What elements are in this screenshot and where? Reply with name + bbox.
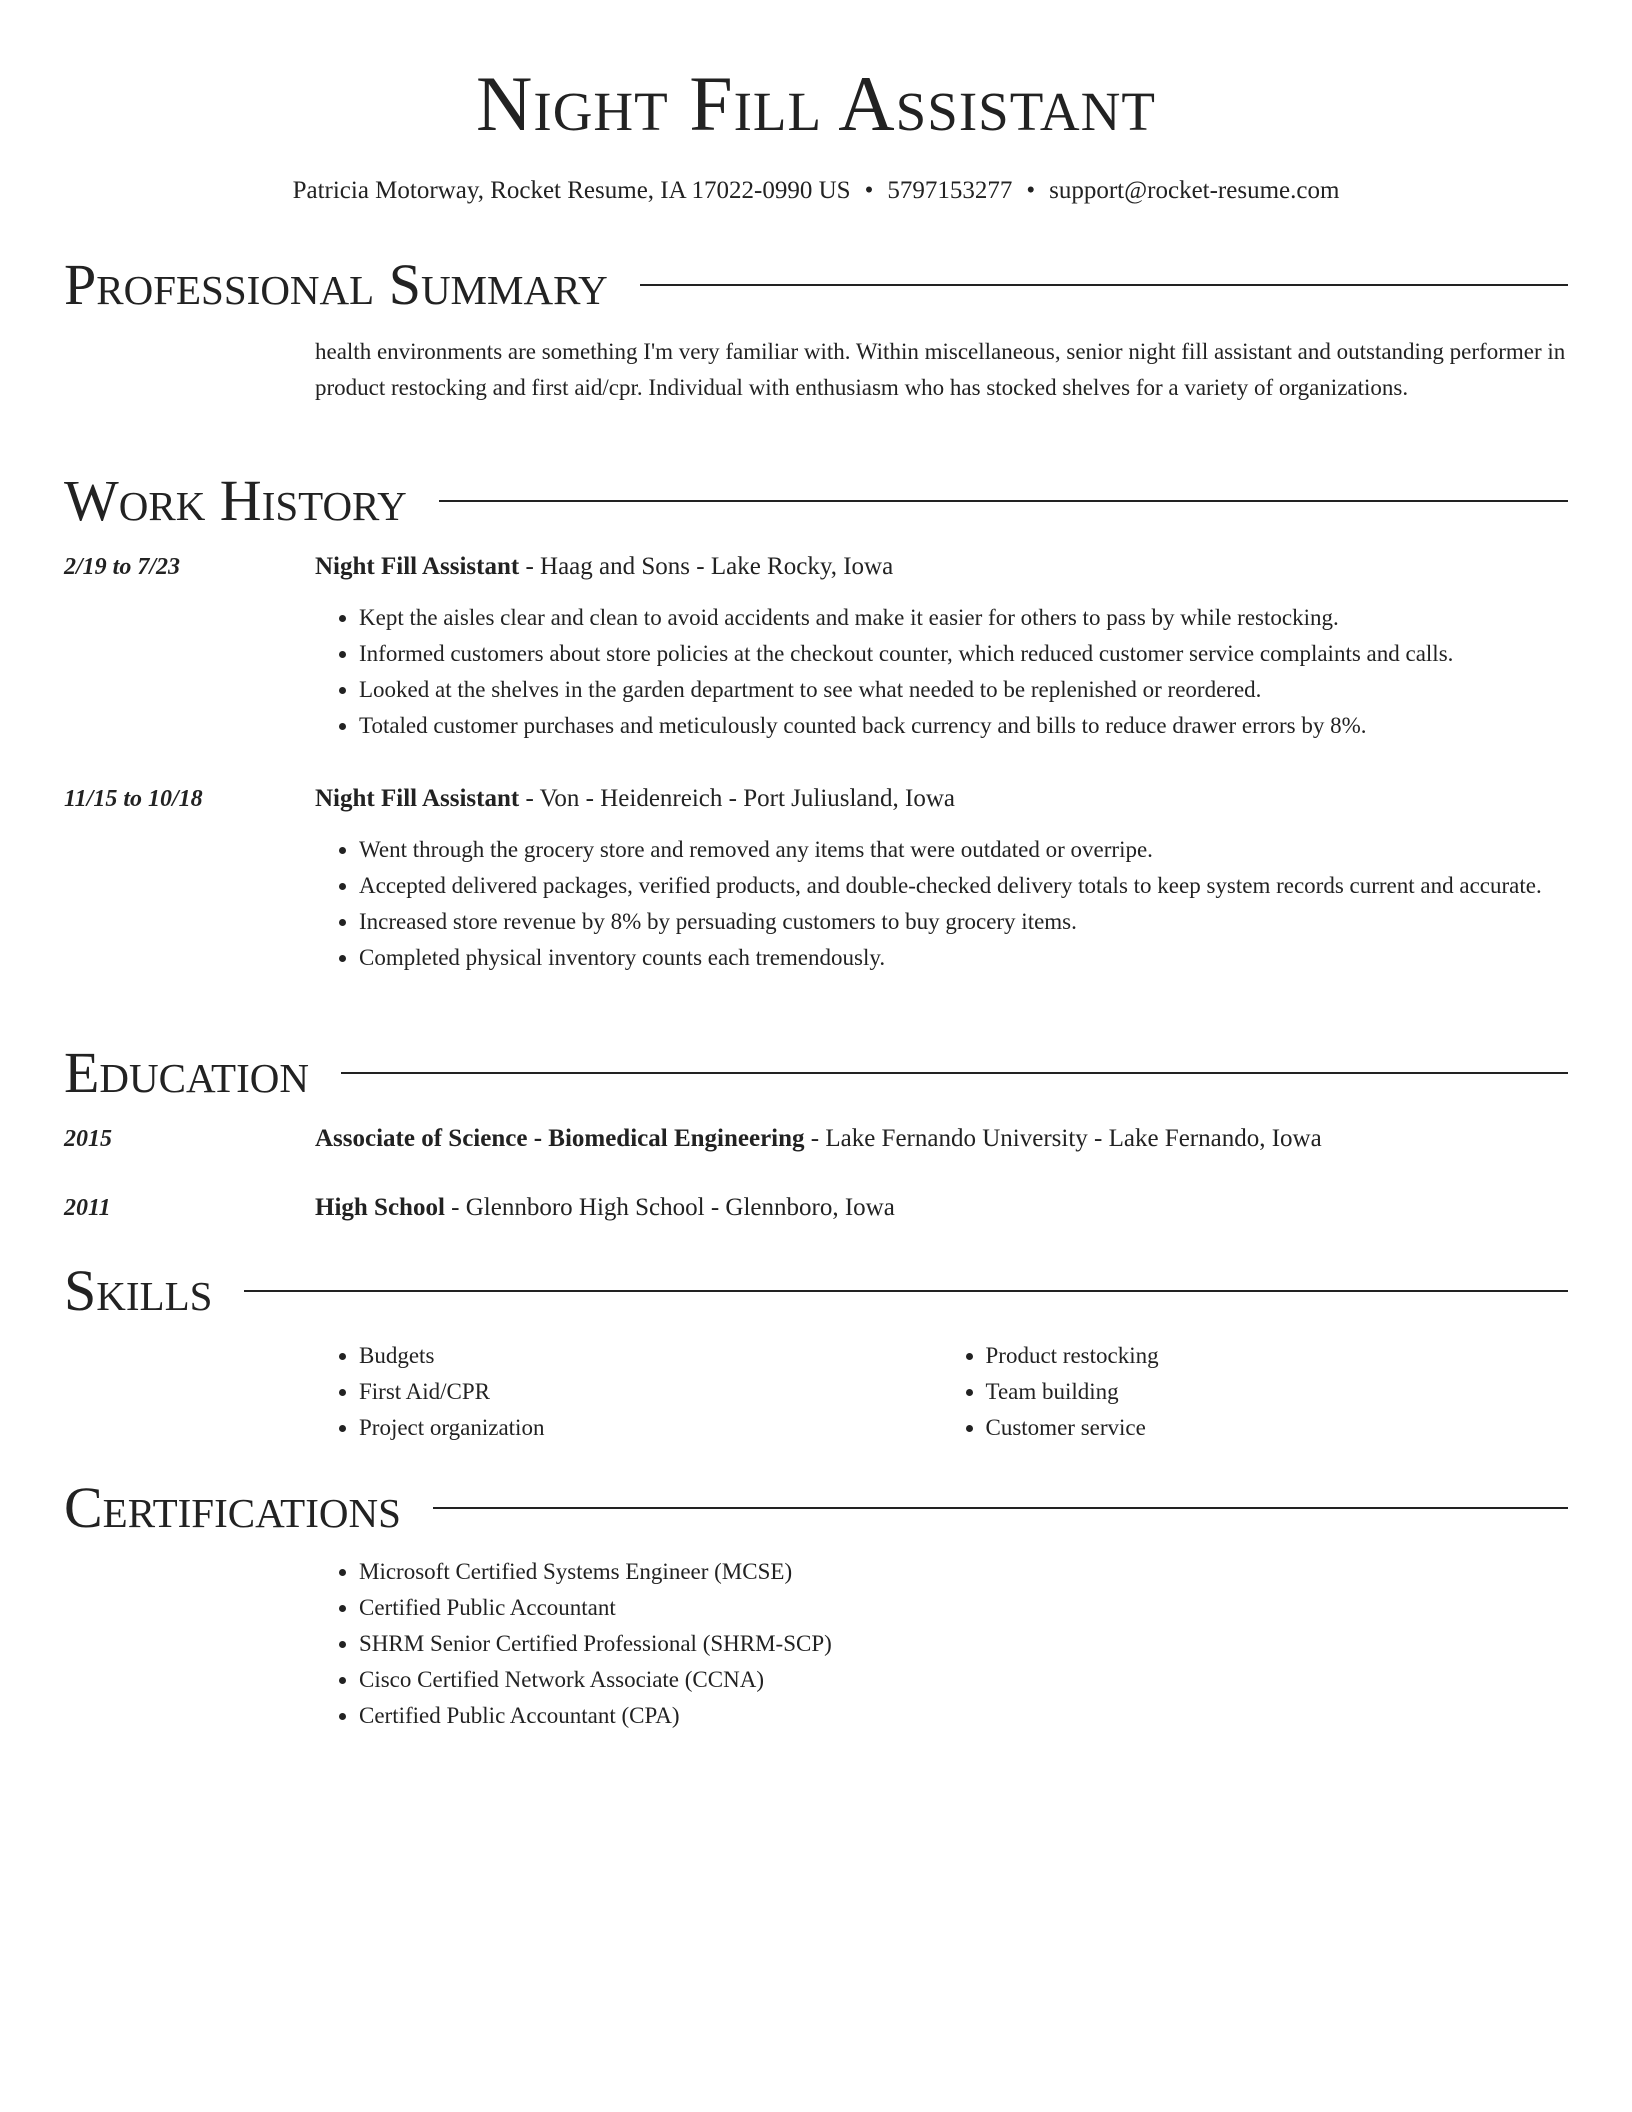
job-bullet: • Looked at the shelves in the garden department to see what needed to be replenished or reordered. xyxy=(359,672,1568,708)
job-bullet: • Accepted delivered packages, verified products, and double-checked delivery totals to keep system records current and accurate. xyxy=(359,868,1568,904)
section-divider xyxy=(341,1072,1568,1074)
job-title: Night Fill Assistant xyxy=(315,553,520,580)
section-title-education: Education xyxy=(64,1040,309,1105)
summary-section-header xyxy=(64,252,1568,318)
education-heading xyxy=(315,1122,1568,1156)
certification-item: • Microsoft Certified Systems Engineer (MCSE) xyxy=(359,1554,1568,1590)
job-heading xyxy=(315,550,1568,584)
section-divider xyxy=(433,1507,1568,1509)
skill-item: • Customer service xyxy=(986,1410,1569,1446)
contact-separator: • xyxy=(864,177,874,204)
resume-page xyxy=(64,0,1568,1728)
education-year: 2015 xyxy=(64,1126,112,1152)
job-bullet: • Went through the grocery store and removed any items that were outdated or overripe. xyxy=(359,832,1568,868)
skills-column-left xyxy=(315,1338,942,1446)
skills-body xyxy=(315,1338,1568,1446)
skills-column-right xyxy=(942,1338,1569,1446)
job-dates: 2/19 to 7/23 xyxy=(64,554,181,580)
job-bullets xyxy=(315,832,1568,976)
education-heading xyxy=(315,1191,1568,1225)
job-bullet: • Completed physical inventory counts each tremendously. xyxy=(359,940,1568,976)
education-details: - Lake Fernando University - Lake Fernando, Iowa xyxy=(804,1125,1322,1152)
contact-address: Patricia Motorway, Rocket Resume, IA 17022-0990 US xyxy=(292,177,851,204)
certifications-list xyxy=(315,1554,1568,1734)
job-bullet: • Totaled customer purchases and meticulously counted back currency and bills to reduce drawer errors by 8%. xyxy=(359,708,1568,744)
certifications-body xyxy=(315,1554,1568,1734)
job-heading xyxy=(315,782,1568,816)
section-title-work: Work History xyxy=(64,468,407,533)
certification-item: • SHRM Senior Certified Professional (SHRM-SCP) xyxy=(359,1626,1568,1662)
education-degree: Associate of Science - Biomedical Engineering xyxy=(315,1125,805,1152)
section-title-certifications: Certifications xyxy=(64,1475,401,1540)
job-bullets xyxy=(315,600,1568,744)
section-title-summary: Professional Summary xyxy=(64,252,608,317)
skills-section-header xyxy=(64,1258,1568,1324)
certification-item: • Certified Public Accountant (CPA) xyxy=(359,1698,1568,1734)
contact-phone: 5797153277 xyxy=(887,177,1013,204)
section-divider xyxy=(640,284,1568,286)
contact-email: support@rocket-resume.com xyxy=(1049,177,1340,204)
section-divider xyxy=(244,1290,1568,1292)
job-bullet: • Informed customers about store policies at the checkout counter, which reduced customer service complaints and calls. xyxy=(359,636,1568,672)
job-title: Night Fill Assistant xyxy=(315,785,520,812)
summary-body xyxy=(315,334,1568,406)
job-details: - Haag and Sons - Lake Rocky, Iowa xyxy=(519,553,894,580)
job-bullet: • Kept the aisles clear and clean to avoid accidents and make it easier for others to pass by while restocking. xyxy=(359,600,1568,636)
education-details: - Glennboro High School - Glennboro, Iowa xyxy=(444,1194,895,1221)
education-degree: High School xyxy=(315,1194,445,1221)
certification-item: • Certified Public Accountant xyxy=(359,1590,1568,1626)
certification-item: • Cisco Certified Network Associate (CCNA) xyxy=(359,1662,1568,1698)
education-section-header xyxy=(64,1040,1568,1106)
candidate-name: Night Fill Assistant xyxy=(476,60,1156,147)
job-dates: 11/15 to 10/18 xyxy=(64,786,203,812)
section-divider xyxy=(439,500,1568,502)
skills-grid xyxy=(315,1338,1568,1446)
contact-line xyxy=(64,174,1568,208)
work-section-header xyxy=(64,468,1568,534)
job-bullet: • Increased store revenue by 8% by persuading customers to buy grocery items. xyxy=(359,904,1568,940)
contact-separator: • xyxy=(1026,177,1036,204)
skill-item: • Team building xyxy=(986,1374,1569,1410)
section-title-skills: Skills xyxy=(64,1258,213,1323)
skill-item: • Product restocking xyxy=(986,1338,1569,1374)
certifications-section-header xyxy=(64,1475,1568,1541)
skill-item: • First Aid/CPR xyxy=(359,1374,942,1410)
education-year: 2011 xyxy=(64,1195,111,1221)
skill-item: • Project organization xyxy=(359,1410,942,1446)
summary-text: health environments are something I'm very familiar with. Within miscellaneous, senior night fill assistant and outstanding performer in product restocking and first aid/cpr. Individual with enthusiasm who has stocked shelves for a variety of organizations. xyxy=(315,339,1566,400)
job-details: - Von - Heidenreich - Port Juliusland, Iowa xyxy=(519,785,956,812)
skill-item: • Budgets xyxy=(359,1338,942,1374)
